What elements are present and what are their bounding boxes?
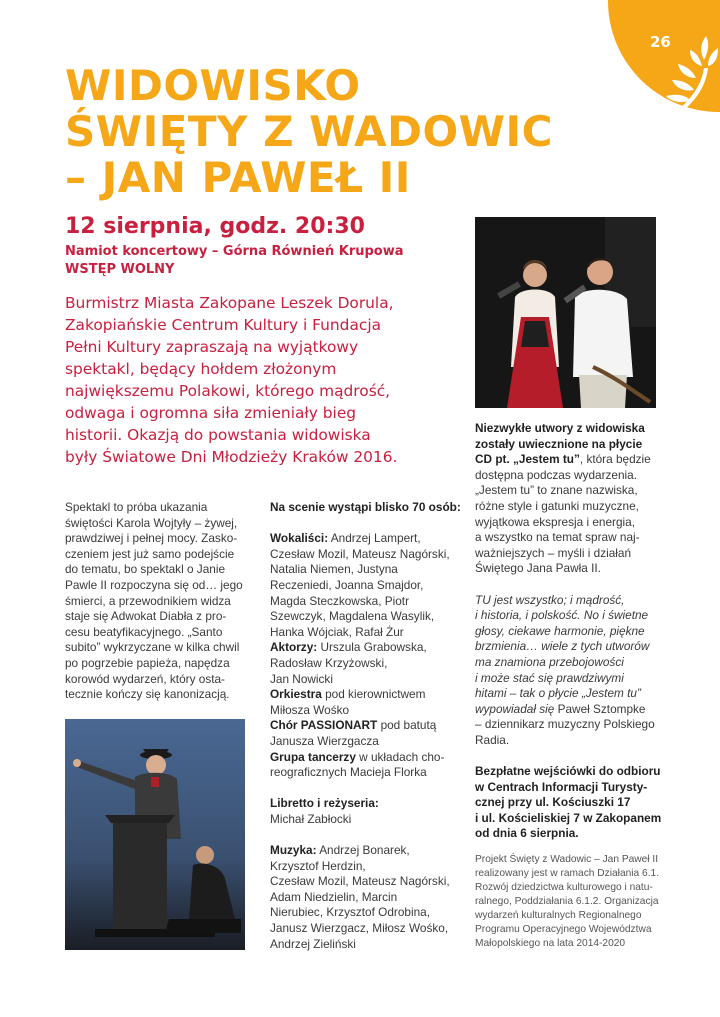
stage-photo bbox=[65, 719, 245, 950]
funding-line: ralnego, Poddziałania 6.1.2. Organizacja bbox=[475, 896, 659, 908]
actors-line: Jan Nowicki bbox=[270, 671, 333, 686]
text-line: Pawle II rozpoczyna się od… jego bbox=[65, 577, 243, 592]
text-line: korowód wydarzeń, który osta- bbox=[65, 671, 225, 686]
intro-line: były Światowe Dni Młodzieży Kraków 2016. bbox=[65, 448, 398, 466]
actors-line: Radosław Krzyżowski, bbox=[270, 655, 388, 670]
dancers-label: Grupa tancerzy bbox=[270, 749, 356, 764]
vocals-line: Szewczyk, Magdalena Wasylik, bbox=[270, 609, 435, 624]
quote-line: brzmienia… wiele z tych utworów bbox=[475, 639, 650, 654]
text-line: po pogrzebie papieża, napędza bbox=[65, 655, 230, 670]
cast-column bbox=[270, 500, 465, 952]
intro-line: Pełni Kultury zapraszają na wyjątkowy bbox=[65, 338, 359, 356]
music-line: Andrzej Zieliński bbox=[270, 936, 356, 951]
funding-line: Małopolskiego na lata 2014-2020 bbox=[475, 938, 626, 950]
funding-line: wydarzeń kulturalnych Regionalnego bbox=[475, 910, 642, 922]
music-line: Adam Niedzielin, Marcin bbox=[270, 889, 398, 904]
intro-line: odwaga i ogromna siła zmieniały bieg bbox=[65, 404, 357, 422]
text-line: świętości Karola Wojtyły – żywej, bbox=[65, 515, 238, 530]
cd-bold-line: zostały uwiecznione na płycie bbox=[475, 436, 643, 451]
tickets-line: cznej przy ul. Kościuszki 17 bbox=[475, 795, 631, 810]
intro-line: spektakl, będący hołdem złożonym bbox=[65, 360, 337, 378]
cd-text: , która będzie bbox=[579, 452, 651, 467]
cd-line: „Jestem tu” to znane nazwiska, bbox=[475, 483, 638, 498]
tickets-line: i ul. Kościeliskiej 7 w Zakopanem bbox=[475, 810, 662, 825]
singers-photo bbox=[475, 217, 656, 408]
event-entry: WSTĘP WOLNY bbox=[65, 262, 175, 277]
quote-line: hitami – tak o płycie „Jestem tu” bbox=[475, 686, 641, 701]
music-line: Krzysztof Herdzin, bbox=[270, 858, 366, 873]
quote-author: Paweł Sztompke bbox=[554, 701, 646, 716]
vocals-label: Wokaliści: bbox=[270, 531, 329, 546]
cd-line: różne style i gatunki muzyczne, bbox=[475, 498, 639, 513]
cd-line: wyjątkowa ekspresja i energia, bbox=[475, 514, 635, 529]
quote-line: i może stać się prawdziwymi bbox=[475, 670, 624, 685]
event-venue: Namiot koncertowy – Górna Równień Krupowa bbox=[65, 244, 404, 259]
funding-line: Programu Operacyjnego Województwa bbox=[475, 924, 652, 936]
dancers-line: w układach cho- bbox=[359, 749, 445, 764]
text-line: tecznie kończy się kanonizacją. bbox=[65, 687, 230, 702]
choir-label: Chór PASSIONART bbox=[270, 718, 378, 733]
tickets-line: w Centrach Informacji Turysty- bbox=[475, 779, 648, 794]
intro-line: Zakopiańskie Centrum Kultury i Fundacja bbox=[65, 316, 382, 334]
vocals-line: Andrzej Lampert, bbox=[330, 531, 421, 546]
cd-line: ważniejszych – myśli i działań bbox=[475, 545, 632, 560]
quote-tail: wypowiadał się bbox=[475, 701, 555, 716]
funding-line: realizowany jest w ramach Działania 6.1. bbox=[475, 868, 660, 880]
wheat-icon bbox=[660, 34, 720, 114]
title-line-3: – JAN PAWEŁ II bbox=[65, 153, 411, 202]
tickets-line: od dnia 6 sierpnia. bbox=[475, 826, 579, 841]
attribution-line: Radia. bbox=[475, 732, 510, 747]
vocals-line: Reczeniedi, Joanna Smajdor, bbox=[270, 577, 424, 592]
music-line: Janusz Wierzgacz, Miłosz Wośko, bbox=[270, 921, 449, 936]
music-line: Nierubiec, Krzysztof Odrobina, bbox=[270, 905, 430, 920]
vocals-line: Czesław Mozil, Mateusz Nagórski, bbox=[270, 546, 450, 561]
text-line: śmierci, a przewodnikiem widza bbox=[65, 593, 231, 608]
choir-line: pod batutą bbox=[380, 718, 437, 733]
event-date: 12 sierpnia, godz. 20:30 bbox=[65, 214, 365, 239]
funding-line: Projekt Święty z Wadowic – Jan Paweł II bbox=[475, 854, 659, 866]
actors-label: Aktorzy: bbox=[270, 640, 318, 655]
orchestra-label: Orkiestra bbox=[270, 687, 322, 702]
orchestra-line: pod kierownictwem bbox=[325, 687, 426, 702]
body-column-1 bbox=[65, 500, 255, 703]
cd-title: CD pt. „Jestem tu” bbox=[475, 452, 580, 467]
cd-line: dostępna podczas wydarzenia. bbox=[475, 467, 637, 482]
music-line: Czesław Mozil, Mateusz Nagórski, bbox=[270, 874, 450, 889]
tickets-line: Bezpłatne wejściówki do odbioru bbox=[475, 764, 661, 779]
text-line: subito” wykrzyczane w kilka chwil bbox=[65, 640, 240, 655]
page-title bbox=[65, 63, 625, 201]
text-line: do tematu, bo spektakl o Janie bbox=[65, 562, 226, 577]
title-line-2: ŚWIĘTY Z WADOWIC bbox=[65, 107, 553, 156]
actors-line: Urszula Grabowska, bbox=[320, 640, 427, 655]
choir-line: Janusza Wierzgacza bbox=[270, 733, 379, 748]
cd-line: Świętego Jana Pawła II. bbox=[475, 561, 601, 576]
intro-line: historii. Okazją do powstania widowiska bbox=[65, 426, 371, 444]
quote-line: ma znamiona przebojowości bbox=[475, 654, 624, 669]
cd-line: a wszystko na temat spraw naj- bbox=[475, 530, 640, 545]
vocals-line: Natalia Niemen, Justyna bbox=[270, 562, 398, 577]
dancers-line: reograficznych Macieja Florka bbox=[270, 765, 427, 780]
intro-paragraph bbox=[65, 292, 460, 468]
intro-line: największemu Polakowi, którego mądrość, bbox=[65, 382, 391, 400]
quote-line: TU jest wszystko; i mądrość, bbox=[475, 592, 625, 607]
text-line: Spektakl to próba ukazania bbox=[65, 500, 208, 514]
cd-bold-line: Niezwykłe utwory z widowiska bbox=[475, 421, 645, 435]
libretto-value: Michał Zabłocki bbox=[270, 811, 352, 826]
intro-line: Burmistrz Miasta Zakopane Leszek Dorula, bbox=[65, 294, 394, 312]
quote-line: i historia, i polskość. No i świetne bbox=[475, 608, 649, 623]
text-line: czeniem jest już samo podejście bbox=[65, 546, 235, 561]
libretto-label: Libretto i reżyseria: bbox=[270, 796, 379, 811]
quote-line: głosy, ciekawe harmonie, piękne bbox=[475, 623, 645, 638]
funding-line: Rozwój dziedzictwa kulturowego i natu- bbox=[475, 882, 653, 894]
cd-column bbox=[475, 421, 685, 951]
cast-heading: Na scenie wystąpi blisko 70 osób: bbox=[270, 500, 461, 514]
text-line: staje się Adwokat Diabła z pro- bbox=[65, 609, 227, 624]
title-line-1: WIDOWISKO bbox=[65, 61, 361, 110]
page-number: 26 bbox=[650, 33, 671, 51]
music-label: Muzyka: bbox=[270, 843, 317, 858]
vocals-line: Magda Steczkowska, Piotr bbox=[270, 593, 409, 608]
vocals-line: Hanka Wójciak, Rafał Żur bbox=[270, 624, 404, 639]
music-line: Andrzej Bonarek, bbox=[319, 843, 410, 858]
orchestra-line: Miłosza Wośko bbox=[270, 702, 350, 717]
attribution-line: – dziennikarz muzyczny Polskiego bbox=[475, 717, 655, 732]
text-line: cesu beatyfikacyjnego. „Santo bbox=[65, 624, 223, 639]
text-line: prawdziwej i pełnej mocy. Zasko- bbox=[65, 531, 238, 546]
